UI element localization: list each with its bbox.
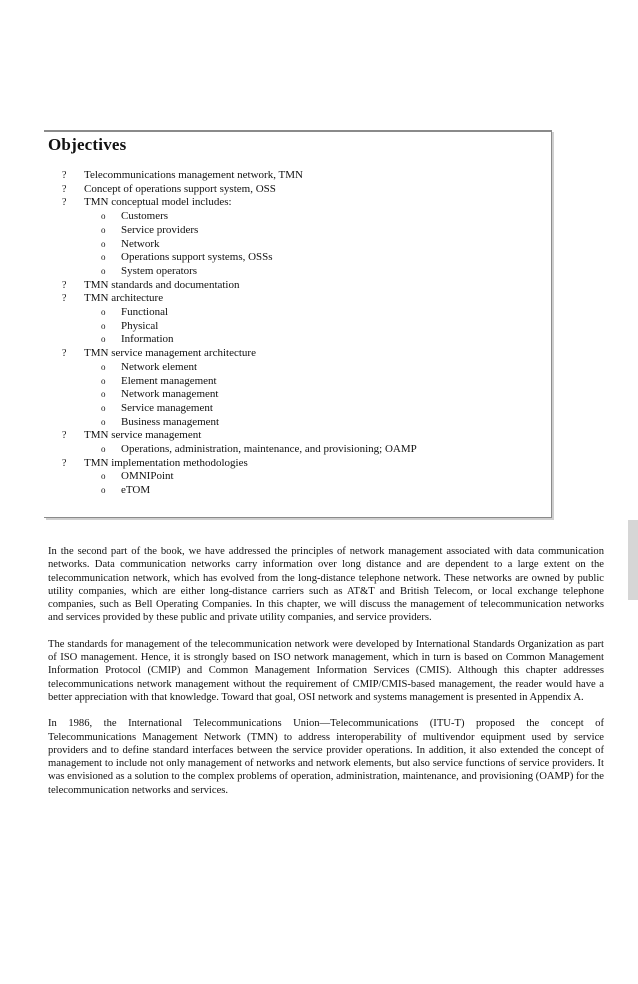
objective-text: System operators — [121, 264, 198, 277]
objective-text: Physical — [121, 319, 159, 332]
objective-item — [62, 196, 542, 210]
sub-bullet-marker: o — [101, 252, 106, 263]
objectives-title: Objectives — [48, 135, 127, 154]
objective-text: Functional — [121, 306, 169, 319]
sub-bullet-marker: o — [101, 416, 106, 427]
sub-bullet-marker: o — [101, 334, 106, 345]
objective-text: OMNIPoint — [121, 470, 174, 483]
objective-text: Element management — [121, 374, 217, 387]
sub-bullet-marker: o — [101, 265, 106, 276]
objective-item — [62, 279, 542, 293]
objective-subitem — [62, 306, 542, 320]
objective-text: TMN architecture — [84, 292, 164, 305]
bullet-marker: ? — [62, 457, 67, 469]
sub-bullet-marker: o — [101, 361, 106, 372]
sub-bullet-marker: o — [101, 389, 106, 400]
objective-text: Network — [121, 237, 160, 250]
objective-subitem — [62, 320, 542, 334]
sub-bullet-marker: o — [101, 224, 106, 235]
objective-text: Telecommunications management network, TMN — [84, 169, 303, 181]
objective-subitem — [62, 484, 542, 498]
body-paragraph: In 1986, the International Telecommunications Union—Telecommunications (ITU-T) proposed the concept of Telecommunications Management Network (TMN) to address interoperability of multivendor equipment used by service providers and to define standard interfaces between the service provider operations. In addition, it also extended the concept of management to include not only management of networks and network elements, but also service functions of service providers. It was envisioned as a solution to the complex problems of operation, administration, maintenance, and provisioning (OAMP) for the telecommunication networks and services. — [48, 718, 604, 796]
objective-subitem — [62, 416, 542, 430]
objective-item — [62, 457, 542, 471]
objective-text: Concept of operations support system, OSS — [84, 182, 276, 195]
objective-text: Information — [121, 333, 174, 346]
bullet-marker: ? — [62, 430, 67, 442]
objectives-list — [62, 169, 542, 498]
objective-text: TMN conceptual model includes: — [84, 196, 232, 209]
bullet-marker: ? — [62, 197, 67, 209]
objective-subitem — [62, 224, 542, 238]
objective-item — [62, 429, 542, 443]
objective-subitem — [62, 388, 542, 402]
objective-item — [62, 169, 542, 183]
objective-subitem — [62, 375, 542, 389]
box-top-rule — [44, 131, 551, 132]
objective-text: Business management — [121, 415, 220, 428]
objective-item — [62, 347, 542, 361]
objective-text: Network management — [121, 388, 219, 401]
objective-subitem — [62, 251, 542, 265]
sub-bullet-marker: o — [101, 375, 106, 386]
bullet-marker: ? — [62, 348, 67, 360]
sub-bullet-marker: o — [101, 211, 106, 222]
bullet-marker: ? — [62, 293, 67, 305]
objective-text: Network element — [121, 360, 198, 373]
body-paragraph: The standards for management of the telecommunication network were developed by International Standards Organization as part of ISO management. Hence, it is strongly based on ISO network management, which in turn is based on Common Management Information Protocol (CMIP) and Common Management Information Services (CMIS). Although this chapter addresses telecommunications network management without the requirement of CMIP/CMIS-based management, the reader would have a better appreciation with that knowledge. Toward that goal, OSI network and systems management is presented in Appendix A. — [48, 638, 604, 703]
objective-subitem — [62, 210, 542, 224]
objective-text: Customers — [121, 210, 169, 223]
objective-subitem — [62, 361, 542, 375]
objective-text: TMN standards and documentation — [84, 278, 240, 291]
objectives-box — [44, 130, 552, 518]
bullet-marker: ? — [62, 279, 67, 291]
sub-bullet-marker: o — [101, 471, 106, 482]
objective-text: TMN service management architecture — [84, 347, 256, 360]
objective-text: Service providers — [121, 223, 199, 236]
sub-bullet-marker: o — [101, 320, 106, 331]
bullet-marker: ? — [62, 170, 67, 181]
sub-bullet-marker: o — [101, 444, 106, 455]
body-paragraph: In the second part of the book, we have addressed the principles of network management associated with data communication networks. Data communication networks carry information over long distance and are dependent to a large extent on the telecommunication network, which has evolved from the long-distance telephone network. These networks are owned by public utility companies, which are either long-distance carriers such as AT&T and British Telecom, or local exchange telephone companies, such as Bell Operating Companies. In this chapter, we will discuss the management of telecommunication networks and services provided by these public and private utility companies, and service providers. — [48, 546, 604, 624]
objective-text: Service management — [121, 401, 213, 414]
sub-bullet-marker: o — [101, 402, 106, 413]
sub-bullet-marker: o — [101, 307, 106, 318]
objective-subitem — [62, 470, 542, 484]
objective-text: Operations, administration, maintenance, and provisioning; OAMP — [121, 443, 417, 456]
page-edge-shadow — [628, 520, 638, 600]
objective-text: TMN implementation methodologies — [84, 456, 248, 469]
sub-bullet-marker: o — [101, 485, 106, 496]
objective-item — [62, 183, 542, 197]
objective-subitem — [62, 238, 542, 252]
objective-text: Operations support systems, OSSs — [121, 251, 273, 264]
objective-subitem — [62, 443, 542, 457]
objective-text: eTOM — [121, 484, 151, 497]
body-text — [48, 545, 604, 810]
bullet-marker: ? — [62, 183, 67, 195]
objective-subitem — [62, 333, 542, 347]
objective-text: TMN service management — [84, 429, 202, 442]
objective-subitem — [62, 265, 542, 279]
sub-bullet-marker: o — [101, 238, 106, 249]
objective-subitem — [62, 402, 542, 416]
objective-item — [62, 292, 542, 306]
